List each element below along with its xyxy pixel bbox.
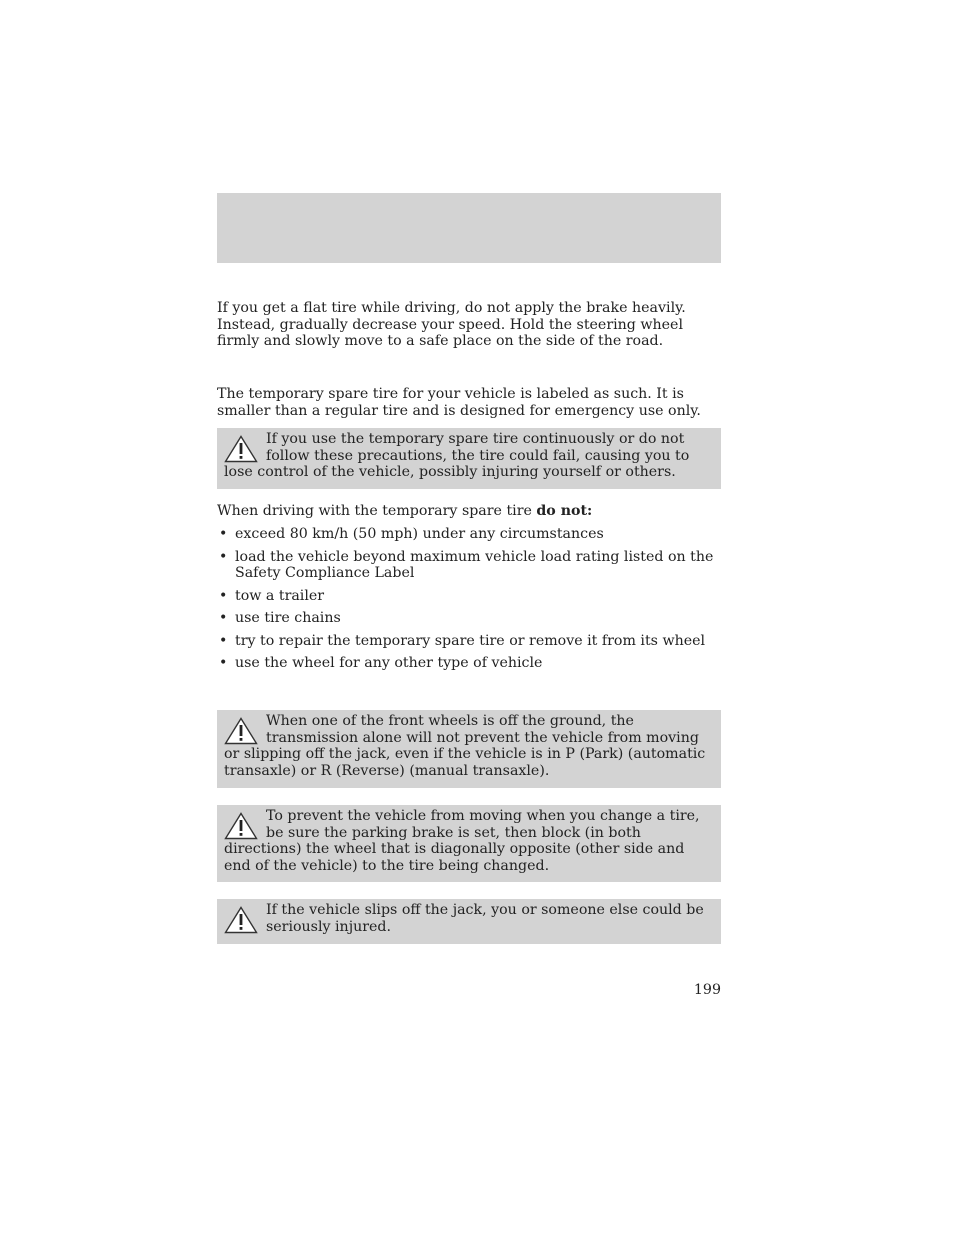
bullet-dot: • bbox=[219, 587, 228, 604]
bullet-dot: • bbox=[219, 610, 228, 626]
warning-text: If you use the temporary spare tire continuously or do not follow these precautions, the tire could fail, causing you to lose control of the vehicle, possibly injuring yourself or others. bbox=[224, 431, 690, 480]
warning-triangle-icon bbox=[224, 906, 258, 934]
page-number: 199 bbox=[693, 982, 721, 998]
warning-box-transmission bbox=[217, 710, 721, 788]
warning-triangle-icon bbox=[224, 435, 258, 463]
bullet-dot: • bbox=[219, 655, 228, 671]
warning-box-jack bbox=[217, 899, 721, 944]
list-item: • exceed 80 km/h (50 mph) under any circumstances bbox=[219, 526, 604, 542]
bullet-dot: • bbox=[219, 632, 228, 649]
list-item: • use the wheel for any other type of vehicle bbox=[219, 655, 543, 671]
warning-text: If the vehicle slips off the jack, you or someone else could be seriously injured. bbox=[266, 902, 704, 935]
list-item: • load the vehicle beyond maximum vehicle load rating listed on the Safety Compliance Label bbox=[219, 548, 714, 581]
warning-triangle-icon bbox=[224, 717, 258, 745]
warning-text: When one of the front wheels is off the ground, the transmission alone will not prevent the vehicle from moving or slipping off the jack, even if the vehicle is in P (Park) (automatic transaxle) or R (Reverse) (manual transaxle). bbox=[224, 713, 706, 779]
driving-rules-intro: When driving with the temporary spare tire do not: bbox=[217, 503, 593, 519]
flat-tire-paragraph: If you get a flat tire while driving, do not apply the brake heavily. Instead, gradually decrease your speed. Hold the steering wheel firmly and slowly move to a safe place on the side of the road. bbox=[217, 300, 686, 349]
header-band bbox=[217, 193, 721, 263]
bullet-dot: • bbox=[219, 526, 228, 542]
driving-rules-emphasis: do not: bbox=[536, 503, 593, 519]
warning-triangle-icon bbox=[224, 812, 258, 840]
warning-text: To prevent the vehicle from moving when you change a tire, be sure the parking brake is set, then block (in both directions) the wheel that is diagonally opposite (other side and end of the vehicle) to the tire being changed. bbox=[224, 808, 700, 874]
list-item: • tow a trailer bbox=[219, 587, 325, 604]
warning-box-parking-brake bbox=[217, 805, 721, 882]
list-item: • use tire chains bbox=[219, 610, 341, 626]
spare-tire-paragraph: The temporary spare tire for your vehicle is labeled as such. It is smaller than a regular tire and is designed for emergency use only. bbox=[217, 386, 701, 419]
driving-rules-list bbox=[217, 526, 721, 678]
warning-box-spare-tire bbox=[217, 428, 721, 489]
bullet-dot: • bbox=[219, 548, 228, 565]
list-item: • try to repair the temporary spare tire or remove it from its wheel bbox=[219, 632, 706, 649]
